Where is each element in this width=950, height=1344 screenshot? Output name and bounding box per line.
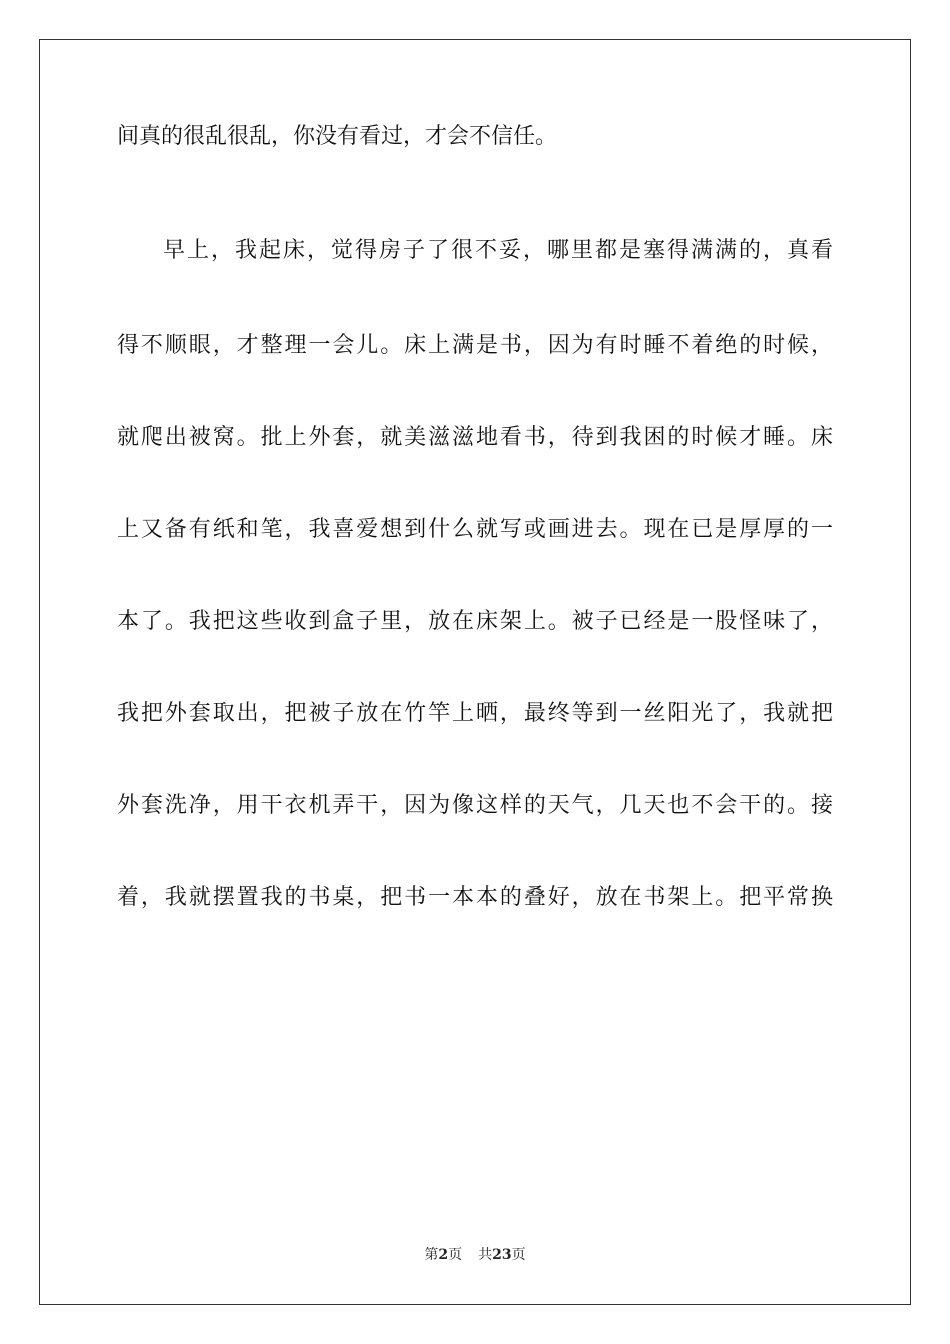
page-number: 2 — [438, 1247, 449, 1263]
paragraph-line: 就爬出被窝。批上外套，就美滋滋地看书，待到我困的时候才睡。床 — [117, 425, 833, 450]
total-suffix: 页 — [511, 1247, 526, 1263]
paragraph-line: 得不顺眼，才整理一会儿。床上满是书，因为有时睡不着绝的时候， — [117, 333, 833, 358]
paragraph-line: 早上，我起床，觉得房子了很不妥，哪里都是塞得满满的，真看 — [163, 238, 833, 263]
paragraph-line: 着，我就摆置我的书桌，把书一本本的叠好，放在书架上。把平常换 — [117, 885, 833, 910]
paragraph-line: 外套洗净，用干衣机弄干，因为像这样的天气，几天也不会干的。接 — [117, 793, 833, 818]
page-prefix: 第 — [424, 1247, 439, 1263]
paragraph-line: 本了。我把这些收到盒子里，放在床架上。被子已经是一股怪味了， — [117, 609, 833, 634]
paragraph-line: 上又备有纸和笔，我喜爱想到什么就写或画进去。现在已是厚厚的一 — [117, 517, 833, 542]
paragraph-line: 间真的很乱很乱，你没有看过，才会不信任。 — [117, 124, 558, 149]
page-suffix: 页 — [448, 1247, 463, 1263]
total-pages: 23 — [492, 1247, 512, 1263]
paragraph-line: 我把外套取出，把被子放在竹竿上晒，最终等到一丝阳光了，我就把 — [117, 701, 833, 726]
total-prefix: 共 — [478, 1247, 493, 1263]
page-footer — [0, 1244, 950, 1264]
page-border — [39, 39, 911, 1305]
